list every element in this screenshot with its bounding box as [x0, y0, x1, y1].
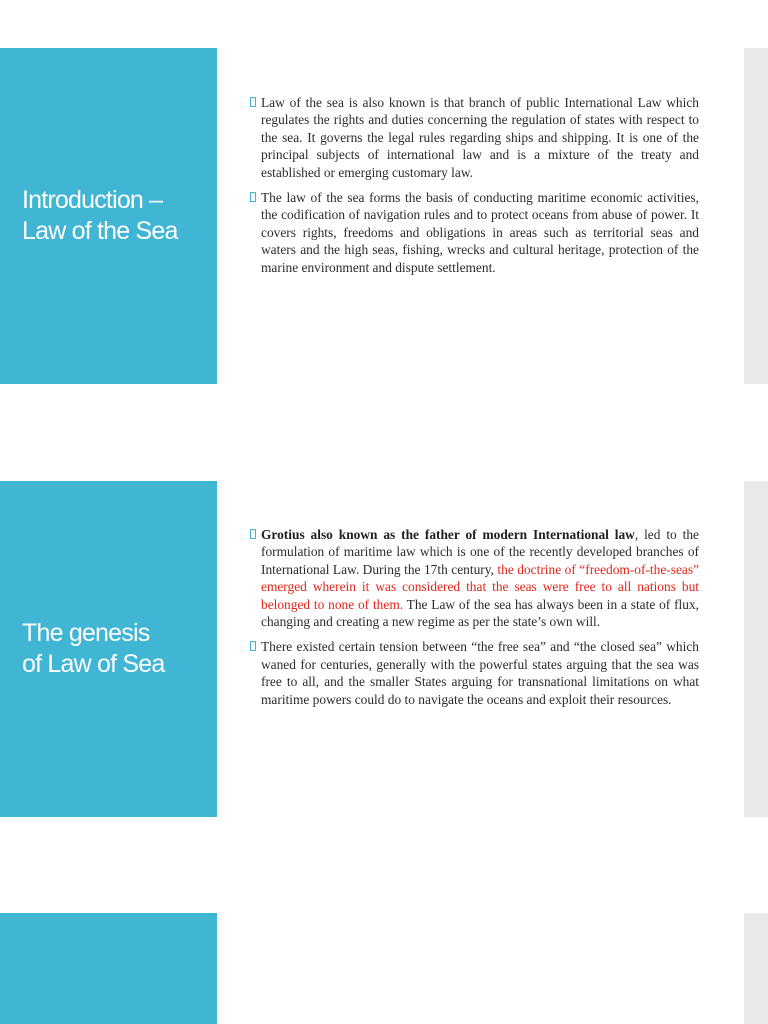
- slide-2-bullet-list: [250, 526, 699, 716]
- slide-2-title-line-2: of Law of Sea: [22, 650, 165, 678]
- slide-1-bullet-2: [250, 189, 699, 276]
- slide-2-bullet-1: [250, 526, 699, 630]
- square-bullet-icon: [250, 529, 256, 539]
- slide-2-bullet-1-text: , led to the formulation of maritime law which is one of the recently developed branches of International Law. During the 17th century,: [261, 527, 699, 577]
- square-bullet-icon: [250, 192, 256, 202]
- slide-2-bullet-2-text: There existed certain tension between “the free sea” and “the closed sea” which waned for centuries, generally with the powerful states arguing that the sea was free to all, and the smaller States arguing for transnational limitations on what maritime powers could do to navigate the oceans and exploit their resources.: [261, 639, 699, 707]
- slide-2-title: [22, 618, 209, 680]
- slide-2-bullet-1-trailing-text: The Law of the sea has always been in a state of flux, changing and creating a new regime as per the state’s own will.: [261, 596, 699, 630]
- slide-1-title-panel: [0, 48, 217, 384]
- slide-1-bullet-2-text: The law of the sea forms the basis of conducting maritime economic activities, the codification of navigation rules and to protect oceans from abuse of power. It covers rights, freedoms and obligations in areas such as territorial seas and waters and the high seas, fishing, wrecks and cultural heritage, protection of the marine environment and dispute settlement.: [261, 190, 699, 275]
- slide-2-bullet-1-highlight-text: the doctrine of “freedom-of-the-seas” emerged wherein it was considered that the seas were free to all nations but belonged to none of them.: [261, 561, 699, 612]
- slide-3-right-strip: [744, 913, 768, 1024]
- slide-1-bullet-list: [250, 94, 699, 284]
- slide-2-bullet-2: [250, 638, 699, 708]
- slide-1-title-line-2: Law of the Sea: [22, 217, 178, 245]
- slide-3-title-panel: [0, 913, 217, 1024]
- slide-1-title-line-1: Introduction –: [22, 186, 163, 214]
- square-bullet-icon: [250, 641, 256, 651]
- slide-1-right-strip: [744, 48, 768, 384]
- slide-2-title-panel: [0, 481, 217, 817]
- slide-2-bullet-1-bold-text: Grotius also known as the father of modern International law: [261, 527, 635, 542]
- square-bullet-icon: [250, 97, 256, 107]
- slide-2-title-line-1: The genesis: [22, 619, 150, 647]
- slide-1-bullet-1-text: Law of the sea is also known is that branch of public International Law which regulates the rights and duties concerning the regulation of states with respect to the sea. It governs the legal rules regarding ships and shipping. It is one of the principal subjects of international law and is a mixture of the treaty and established or emerging customary law.: [261, 95, 699, 180]
- slide-1-title: [22, 185, 209, 247]
- slide-2-right-strip: [744, 481, 768, 817]
- slide-1-bullet-1: [250, 94, 699, 181]
